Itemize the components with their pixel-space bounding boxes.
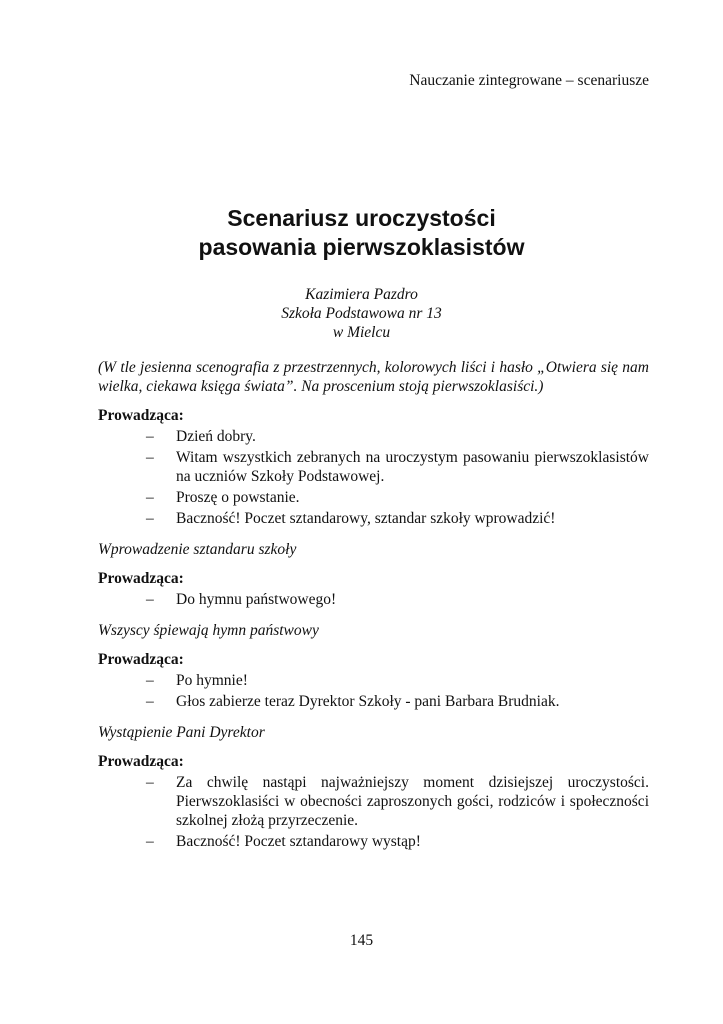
line-text: Do hymnu państwowego!: [176, 591, 337, 608]
line-text: Dzień dobry.: [176, 428, 256, 445]
line-text: Witam wszystkich zebranych na uroczystym pasowaniu pierwszoklasistów na uczniów Szkoły Podstawowej.: [176, 449, 649, 485]
list-item: [98, 448, 649, 486]
section-2: [98, 569, 649, 640]
list-item: [98, 671, 649, 690]
script-body: [98, 358, 649, 853]
line-text: Baczność! Poczet sztandarowy, sztandar szkoły wprowadzić!: [176, 510, 556, 527]
author-block: [0, 285, 723, 342]
speaker-label: Prowadząca:: [98, 753, 184, 770]
section-1: [98, 406, 649, 559]
speaker-lines: [98, 773, 649, 851]
dash-bullet: –: [146, 833, 154, 850]
list-item: [98, 832, 649, 851]
line-text: Za chwilę nastąpi najważniejszy moment dzisiejszej uroczystości. Pierwszoklasiści w obecności zaproszonych gości, rodziców i społeczności szkolnej złożą przyrzeczenie.: [176, 774, 649, 829]
list-item: [98, 427, 649, 446]
dash-bullet: –: [146, 693, 154, 710]
stage-direction: Wystąpienie Pani Dyrektor: [98, 724, 265, 741]
dash-bullet: –: [146, 449, 154, 466]
list-item: [98, 509, 649, 528]
author-name: Kazimiera Pazdro: [305, 286, 418, 303]
author-city: w Mielcu: [332, 324, 391, 341]
speaker-lines: [98, 671, 649, 711]
dash-bullet: –: [146, 591, 154, 608]
dash-bullet: –: [146, 428, 154, 445]
speaker-label: Prowadząca:: [98, 651, 184, 668]
author-school: Szkoła Podstawowa nr 13: [281, 305, 442, 322]
stage-direction: Wszyscy śpiewają hymn państwowy: [98, 622, 319, 639]
dash-bullet: –: [146, 510, 154, 527]
list-item: [98, 773, 649, 830]
title-line-2: pasowania pierwszoklasistów: [198, 234, 525, 260]
speaker-lines: [98, 427, 649, 528]
title-line-1: Scenariusz uroczystości: [227, 205, 496, 231]
list-item: [98, 692, 649, 711]
list-item: [98, 590, 649, 609]
speaker-label: Prowadząca:: [98, 407, 184, 424]
dash-bullet: –: [146, 672, 154, 689]
section-3: [98, 650, 649, 742]
dash-bullet: –: [146, 489, 154, 506]
line-text: Po hymnie!: [176, 672, 248, 689]
dash-bullet: –: [146, 774, 154, 791]
speaker-lines: [98, 590, 649, 609]
line-text: Głos zabierze teraz Dyrektor Szkoły - pani Barbara Brudniak.: [176, 693, 560, 710]
stage-intro: (W tle jesienna scenografia z przestrzennych, kolorowych liści i hasło „Otwiera się nam wielka, ciekawa księga świata”. Na proscenium stoją pierwszoklasiści.): [98, 359, 649, 395]
line-text: Proszę o powstanie.: [176, 489, 300, 506]
page-number: 145: [349, 932, 374, 949]
document-title: [0, 204, 723, 262]
line-text: Baczność! Poczet sztandarowy wystąp!: [176, 833, 421, 850]
running-header: Nauczanie zintegrowane – scenariusze: [409, 72, 649, 89]
section-4: [98, 752, 649, 851]
list-item: [98, 488, 649, 507]
speaker-label: Prowadząca:: [98, 570, 184, 587]
stage-direction: Wprowadzenie sztandaru szkoły: [98, 541, 297, 558]
